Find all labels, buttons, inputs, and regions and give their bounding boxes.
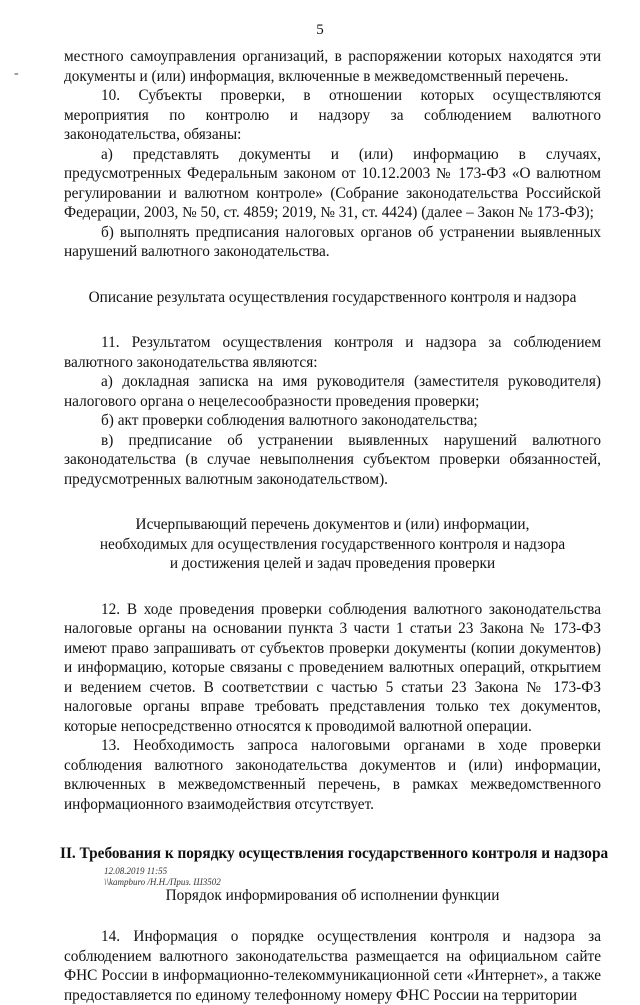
heading-document-list-line1: Исчерпывающий перечень документов и (или) информации, [135, 516, 530, 533]
paragraph-continuation: местного самоуправления организаций, в распоряжении которых находятся эти документы и (или) информация, включенные в межведомственный перечень. [64, 48, 601, 85]
paragraph-11: 11. Результатом осуществления контроля и надзора за соблюдением валютного законодательства являются: [64, 334, 601, 371]
page-number: 5 [316, 22, 324, 38]
paragraph-10a: а) представлять документы и (или) информацию в случаях, предусмотренных Федеральным законом от 10.12.2003 № 173-ФЗ «О валютном регулировании и валютном контроле» (Собрание законодательства Российской Федерации, 2003, № 50, ст. 4859; 2019, № 31, ст. 4424) (далее – Закон № 173-ФЗ); [64, 145, 601, 221]
paragraph-10b: б) выполнять предписания налоговых органов об устранении выявленных нарушений валютного законодательства. [64, 223, 601, 260]
paragraph-12: 12. В ходе проведения проверки соблюдения валютного законодательства налоговые органы на основании пункта 3 части 1 статьи 23 Закона № 173-ФЗ имеют право запрашивать от субъектов проверки документы (копии документов) и информацию, которые связаны с проведением валютных операций, открытием и ведением счетов. В соответствии с частью 5 статьи 23 Закона № 173-ФЗ налоговые органы вправе требовать представления только тех документов, которые непосредственно относятся к проводимой валютной операции. [64, 600, 601, 735]
paragraph-11b: б) акт проверки соблюдения валютного законодательства; [101, 412, 478, 429]
paragraph-11c: в) предписание об устранении выявленных нарушений валютного законодательства (в случае невыполнения субъектом проверки обязанностей, предусмотренных валютным законодательством). [64, 431, 601, 488]
footer-path: \\kampburo /Н.Н./Приз. Ш3502 [104, 877, 221, 887]
paragraph-11a: а) докладная записка на имя руководителя (заместителя руководителя) налогового органа о нецелесообразности проведения проверки; [64, 373, 601, 410]
paragraph-14: 14. Информация о порядке осуществления контроля и надзора за соблюдением валютного законодательства размещается на официальном сайте ФНС России в информационно-телекоммуникационной сети «Интернет», а также предоставляется по единому телефонному номеру ФНС России на территории [64, 928, 601, 1004]
paragraph-10: 10. Субъекты проверки, в отношении которых осуществляются мероприятия по контролю и надзору за соблюдением валютного законодательства, обязаны: [64, 87, 601, 143]
heading-result: Описание результата осуществления государственного контроля и надзора [88, 288, 577, 306]
footer-stamp [104, 866, 221, 888]
heading-document-list-line2: необходимых для осуществления государственного контроля и надзора [99, 535, 566, 553]
heading-document-list-line3: и достижения целей и задач проведения проверки [169, 555, 496, 572]
footer-date: 12.08.2019 11:55 [104, 866, 168, 876]
document-body [60, 47, 609, 1005]
paragraph-13: 13. Необходимость запроса налоговыми органами в ходе проверки соблюдения валютного законодательства документов и (или) информации, включенных в межведомственный перечень, в рамках межведомственного информационного взаимодействия отсутствует. [64, 737, 601, 813]
heading-inform: Порядок информирования об исполнении функции [165, 886, 500, 904]
section-title: II. Требования к порядку осуществления государственного контроля и надзора [60, 845, 609, 862]
margin-mark: - [14, 66, 19, 81]
heading-document-list [64, 515, 601, 574]
